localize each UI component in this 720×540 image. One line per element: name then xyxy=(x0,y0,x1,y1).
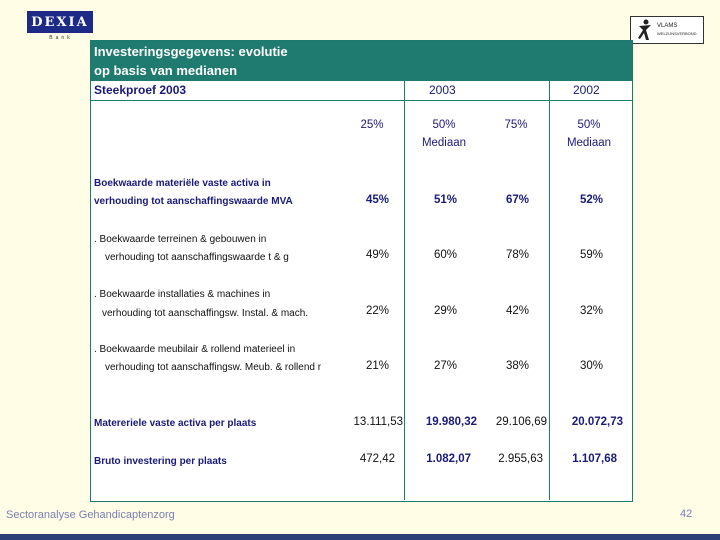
title-line-2: op basis van medianen xyxy=(94,63,238,78)
person-figure-icon xyxy=(635,18,655,42)
row-2-p25: 49% xyxy=(365,249,389,261)
row-4-label-1: . Boekwaarde meubilair & rollend materieel in xyxy=(94,344,296,355)
vlaams-welzijnsverbond-logo xyxy=(630,16,704,44)
data-table-panel xyxy=(90,40,633,502)
col-header-2002-p50-sub: Mediaan xyxy=(566,137,612,149)
row-6-p75: 2.955,63 xyxy=(498,453,543,465)
row-3-label-2: verhouding tot aanschaffingsw. Instal. & mach. xyxy=(102,308,309,319)
row-5-p75: 29.106,69 xyxy=(495,416,547,428)
col-header-2002-p50: 50% xyxy=(577,119,601,131)
row-4-p50: 27% xyxy=(433,360,457,372)
row-1-p25: 45% xyxy=(365,194,389,206)
row-6-label: Bruto investering per plaats xyxy=(94,456,227,467)
row-3-label-1: . Boekwaarde installaties & machines in xyxy=(94,289,271,300)
dexia-logo-mark: DEXIA xyxy=(27,11,93,33)
row-6-p25: 472,42 xyxy=(359,453,395,465)
row-2-2002: 59% xyxy=(579,249,603,261)
row-2-label-1: . Boekwaarde terreinen & gebouwen in xyxy=(94,234,267,245)
row-2-p50: 60% xyxy=(433,249,457,261)
col-header-p25: 25% xyxy=(360,119,384,131)
title-line-1: Investeringsgegevens: evolutie xyxy=(94,44,288,59)
col-header-p50: 50% xyxy=(432,119,456,131)
logo-line-2: WELZIJNSVERBOND xyxy=(657,31,697,36)
row-5-p25: 13.111,53 xyxy=(353,416,403,428)
row-5-2002: 20.072,73 xyxy=(571,416,623,428)
col-header-p75: 75% xyxy=(504,119,528,131)
logo-line-1: VLAMS xyxy=(657,23,678,29)
row-2-p75: 78% xyxy=(505,249,529,261)
row-5-p50: 19.980,32 xyxy=(425,416,477,428)
col-separator-1 xyxy=(404,81,405,500)
row-3-p25: 22% xyxy=(365,305,389,317)
row-3-p50: 29% xyxy=(433,305,457,317)
row-4-2002: 30% xyxy=(579,360,603,372)
dexia-logo-sub: Bank xyxy=(49,35,73,41)
row-4-p25: 21% xyxy=(365,360,389,372)
row-1-label-1: Boekwaarde materiële vaste activa in xyxy=(94,178,271,189)
row-3-2002: 32% xyxy=(579,305,603,317)
footer-title: Sectoranalyse Gehandicaptenzorg xyxy=(6,509,175,521)
row-6-2002: 1.107,68 xyxy=(572,453,617,465)
bottom-bar xyxy=(0,534,720,540)
row-1-label-2: verhouding tot aanschaffingswaarde MVA xyxy=(94,196,293,207)
row-4-p75: 38% xyxy=(505,360,529,372)
page-number: 42 xyxy=(680,508,693,520)
sample-row xyxy=(91,81,632,101)
row-2-label-2: verhouding tot aanschaffingswaarde t & g xyxy=(105,252,289,263)
row-1-2002: 52% xyxy=(579,194,603,206)
row-4-label-2: verhouding tot aanschaffingsw. Meub. & rollend r xyxy=(105,362,322,373)
row-1-p50: 51% xyxy=(433,194,457,206)
dexia-logo xyxy=(27,11,95,41)
row-3-p75: 42% xyxy=(505,305,529,317)
year-2003: 2003 xyxy=(429,83,456,97)
col-separator-2 xyxy=(549,81,550,500)
sample-label: Steekproef 2003 xyxy=(94,83,187,97)
row-1-p75: 67% xyxy=(505,194,529,206)
row-5-label: Matereriele vaste activa per plaats xyxy=(94,418,257,429)
year-2002: 2002 xyxy=(573,83,600,97)
table-header xyxy=(91,41,632,81)
col-header-p50-sub: Mediaan xyxy=(421,137,467,149)
row-6-p50: 1.082,07 xyxy=(426,453,471,465)
